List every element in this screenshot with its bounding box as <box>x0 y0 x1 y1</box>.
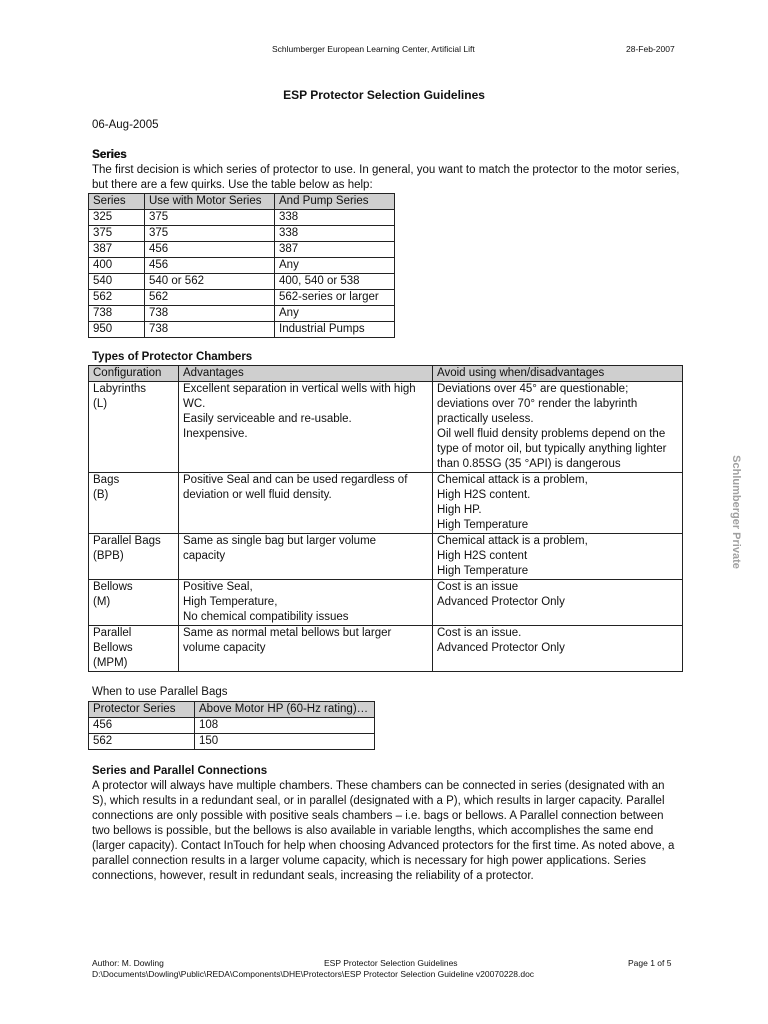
table-cell: Chemical attack is a problem, High H2S content. High HP. High Temperature <box>433 473 683 534</box>
table-cell: Labyrinths (L) <box>89 382 179 473</box>
column-header: Above Motor HP (60-Hz rating)… <box>195 702 375 718</box>
table-cell: 387 <box>89 242 145 258</box>
series-table <box>88 193 395 338</box>
table-cell: 738 <box>89 306 145 322</box>
table-cell: 562-series or larger <box>275 290 395 306</box>
parallel-bags-table <box>88 701 375 750</box>
column-header: Advantages <box>179 366 433 382</box>
table-row <box>89 258 395 274</box>
table-row <box>89 306 395 322</box>
table-cell: Parallel Bellows (MPM) <box>89 626 179 672</box>
table-cell: Bellows (M) <box>89 580 179 626</box>
chambers-heading: Types of Protector Chambers <box>92 351 253 363</box>
table-row <box>89 226 395 242</box>
table-cell: Any <box>275 258 395 274</box>
table-row <box>89 626 683 672</box>
table-cell: 387 <box>275 242 395 258</box>
table-cell: Cost is an issue Advanced Protector Only <box>433 580 683 626</box>
parallel-bags-table-header <box>89 702 375 718</box>
table-cell: 456 <box>145 242 275 258</box>
connections-paragraph: A protector will always have multiple chambers. These chambers can be connected in series (designated with an S), which results in a redundant seal, or in parallel (designated with a P), which results in larger capacity. Parallel connections are only possible with positive seals chambers – i.e. bags or bellows. A Parallel connection between two bellows is possible, but the bellows is also available in variable lengths, which accomplishes the same end (larger capacity). Contact InTouch for help when choosing Advanced protectors for the first time. As noted above, a parallel connection results in a larger volume capacity, which is necessary for high power applications. Series connections, however, result in redundant seals, increasing the reliability of a protector. <box>92 780 675 882</box>
table-cell: Positive Seal, High Temperature, No chemical compatibility issues <box>179 580 433 626</box>
table-cell: 456 <box>145 258 275 274</box>
table-cell: 375 <box>145 226 275 242</box>
classification-watermark: Schlumberger Private <box>730 455 742 569</box>
column-header: Use with Motor Series <box>145 194 275 210</box>
table-cell: Same as normal metal bellows but larger volume capacity <box>179 626 433 672</box>
table-cell: 400 <box>89 258 145 274</box>
table-cell: 338 <box>275 226 395 242</box>
table-row <box>89 322 395 338</box>
table-row <box>89 274 395 290</box>
table-cell: 562 <box>89 734 195 750</box>
column-header: Protector Series <box>89 702 195 718</box>
table-row <box>89 382 683 473</box>
column-header: Configuration <box>89 366 179 382</box>
table-cell: Same as single bag but larger volume capacity <box>179 534 433 580</box>
header-date: 28-Feb-2007 <box>626 44 675 54</box>
table-row <box>89 210 395 226</box>
table-cell: Bags (B) <box>89 473 179 534</box>
table-cell: Parallel Bags (BPB) <box>89 534 179 580</box>
document-title: ESP Protector Selection Guidelines <box>283 88 485 102</box>
table-cell: 562 <box>89 290 145 306</box>
table-row <box>89 290 395 306</box>
table-row <box>89 580 683 626</box>
table-cell: 540 or 562 <box>145 274 275 290</box>
table-cell: Excellent separation in vertical wells with high WC. Easily serviceable and re-usable. Inexpensive. <box>179 382 433 473</box>
footer-file-path: D:\Documents\Dowling\Public\REDA\Components\DHE\Protectors\ESP Protector Selection Guideline v20070228.doc <box>92 969 535 979</box>
series-paragraph: The first decision is which series of protector to use. In general, you want to match the protector to the motor series, but there are a few quirks. Use the table below as help: <box>92 164 680 191</box>
footer-author: Author: M. Dowling <box>92 958 164 968</box>
table-cell: 375 <box>145 210 275 226</box>
table-cell: Chemical attack is a problem, High H2S content High Temperature <box>433 534 683 580</box>
document-date: 06-Aug-2005 <box>92 119 159 131</box>
table-cell: 108 <box>195 718 375 734</box>
table-cell: 375 <box>89 226 145 242</box>
header-center-text: Schlumberger European Learning Center, Artificial Lift <box>272 44 475 54</box>
chambers-table-header <box>89 366 683 382</box>
column-header: Series <box>89 194 145 210</box>
footer-title: ESP Protector Selection Guidelines <box>324 958 458 968</box>
table-row <box>89 734 375 750</box>
table-cell: 562 <box>145 290 275 306</box>
table-row <box>89 534 683 580</box>
table-cell: Deviations over 45° are questionable; deviations over 70° render the labyrinth practically useless. Oil well fluid density problems depend on the type of motor oil, but typically anything lighter than 0.85SG (35 °API) is dangerous <box>433 382 683 473</box>
parallel-bags-heading: When to use Parallel Bags <box>92 686 228 698</box>
table-cell: Industrial Pumps <box>275 322 395 338</box>
table-cell: 738 <box>145 322 275 338</box>
table-cell: Cost is an issue. Advanced Protector Only <box>433 626 683 672</box>
column-header: Avoid using when/disadvantages <box>433 366 683 382</box>
series-table-header <box>89 194 395 210</box>
table-row <box>89 242 395 258</box>
series-heading: Series <box>92 149 127 161</box>
table-row <box>89 473 683 534</box>
table-row <box>89 718 375 734</box>
table-cell: 950 <box>89 322 145 338</box>
table-cell: 400, 540 or 538 <box>275 274 395 290</box>
chambers-table <box>88 365 683 672</box>
footer-page-number: Page 1 of 5 <box>628 958 672 968</box>
table-cell: 738 <box>145 306 275 322</box>
table-cell: 338 <box>275 210 395 226</box>
column-header: And Pump Series <box>275 194 395 210</box>
table-cell: 456 <box>89 718 195 734</box>
table-cell: 325 <box>89 210 145 226</box>
table-cell: Positive Seal and can be used regardless of deviation or well fluid density. <box>179 473 433 534</box>
table-cell: 150 <box>195 734 375 750</box>
connections-heading: Series and Parallel Connections <box>92 765 268 777</box>
table-cell: Any <box>275 306 395 322</box>
table-cell: 540 <box>89 274 145 290</box>
